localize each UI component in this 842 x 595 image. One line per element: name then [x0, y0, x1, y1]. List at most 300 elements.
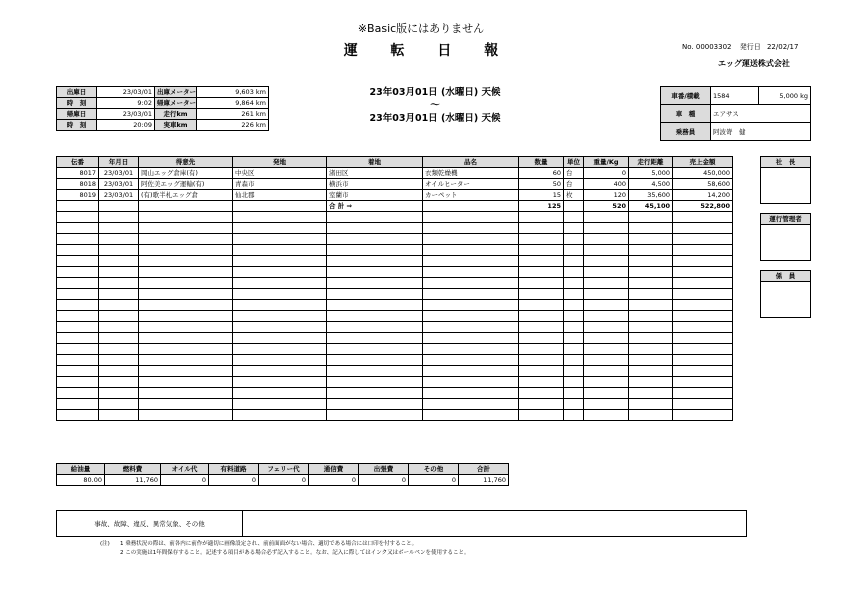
- empty-cell: [139, 278, 233, 289]
- empty-cell: [629, 322, 673, 333]
- empty-cell: [519, 333, 564, 344]
- trip-label: 帰庫メーター: [155, 98, 197, 109]
- table-row: [57, 179, 733, 190]
- trip-value: 20:09: [97, 120, 155, 131]
- empty-cell: [99, 245, 139, 256]
- empty-cell: [57, 212, 99, 223]
- cell-qty: 50: [519, 179, 564, 190]
- incident-field[interactable]: [243, 511, 747, 537]
- empty-cell: [139, 311, 233, 322]
- empty-cell: [139, 289, 233, 300]
- empty-cell: [673, 289, 733, 300]
- empty-cell: [673, 355, 733, 366]
- empty-cell: [233, 344, 327, 355]
- approval-label: 社 長: [761, 157, 811, 168]
- date-range: [330, 86, 540, 125]
- trip-label: 走行km: [155, 109, 197, 120]
- empty-cell: [327, 212, 423, 223]
- trip-value: 261 km: [197, 109, 269, 120]
- cell-amount: 14,200: [673, 190, 733, 201]
- empty-cell: [327, 245, 423, 256]
- empty-cell: [57, 223, 99, 234]
- empty-cell: [327, 267, 423, 278]
- expense-header: 合計: [459, 464, 509, 475]
- empty-cell: [564, 388, 584, 399]
- empty-cell: [99, 388, 139, 399]
- empty-cell: [519, 410, 564, 421]
- empty-cell: [423, 344, 519, 355]
- empty-cell: [629, 223, 673, 234]
- approval-stamp-box: [761, 282, 811, 318]
- empty-cell: [327, 366, 423, 377]
- empty-cell: [327, 344, 423, 355]
- empty-cell: [99, 322, 139, 333]
- trip-row: [57, 98, 269, 109]
- cell-from: 仙北郡: [233, 190, 327, 201]
- empty-cell: [564, 212, 584, 223]
- empty-cell: [673, 322, 733, 333]
- expense-value: 0: [309, 475, 359, 486]
- empty-cell: [139, 410, 233, 421]
- trip-label: 出庫日: [57, 87, 97, 98]
- empty-row: [57, 267, 733, 278]
- empty-cell: [139, 366, 233, 377]
- document-number: [682, 42, 798, 52]
- empty-row: [57, 410, 733, 421]
- empty-cell: [564, 410, 584, 421]
- empty-cell: [564, 267, 584, 278]
- trip-value: 23/03/01: [97, 109, 155, 120]
- empty-cell: [629, 355, 673, 366]
- empty-cell: [629, 289, 673, 300]
- expense-header: 有料道路: [209, 464, 259, 475]
- cell-from: 青森市: [233, 179, 327, 190]
- empty-cell: [673, 410, 733, 421]
- cell-customer: (有)歌半札エッグ倉: [139, 190, 233, 201]
- trip-value: 9,864 km: [197, 98, 269, 109]
- vehicle-label: 乗務員: [661, 123, 711, 141]
- empty-cell: [519, 223, 564, 234]
- empty-cell: [629, 377, 673, 388]
- approval-label: 運行管理者: [761, 214, 811, 225]
- empty-cell: [673, 311, 733, 322]
- empty-cell: [423, 366, 519, 377]
- empty-cell: [57, 278, 99, 289]
- total-qty: 125: [519, 201, 564, 212]
- cell-distance: 5,000: [629, 168, 673, 179]
- empty-cell: [584, 377, 629, 388]
- empty-cell: [57, 201, 99, 212]
- empty-cell: [629, 245, 673, 256]
- table-row: [57, 168, 733, 179]
- empty-cell: [673, 267, 733, 278]
- trip-row: [57, 87, 269, 98]
- cell-to: 横浜市: [327, 179, 423, 190]
- empty-cell: [99, 410, 139, 421]
- expense-header: フェリー代: [259, 464, 309, 475]
- empty-cell: [629, 256, 673, 267]
- empty-cell: [673, 333, 733, 344]
- empty-cell: [57, 245, 99, 256]
- expense-value: 0: [209, 475, 259, 486]
- empty-cell: [423, 278, 519, 289]
- empty-cell: [233, 322, 327, 333]
- cell-customer: 阿佐美エッグ運輸(有): [139, 179, 233, 190]
- empty-cell: [584, 267, 629, 278]
- empty-cell: [673, 212, 733, 223]
- empty-cell: [423, 212, 519, 223]
- expense-header: 燃料費: [105, 464, 161, 475]
- empty-cell: [519, 322, 564, 333]
- trip-label: 出庫メーター: [155, 87, 197, 98]
- cell-item: 衣類乾燥機: [423, 168, 519, 179]
- empty-cell: [139, 267, 233, 278]
- empty-cell: [99, 366, 139, 377]
- vehicle-row: [661, 123, 811, 141]
- cell-item: オイルヒーター: [423, 179, 519, 190]
- empty-row: [57, 322, 733, 333]
- empty-cell: [519, 234, 564, 245]
- empty-cell: [139, 245, 233, 256]
- empty-cell: [564, 245, 584, 256]
- approval-stamps: [760, 156, 811, 318]
- empty-cell: [139, 300, 233, 311]
- empty-cell: [233, 223, 327, 234]
- empty-cell: [564, 355, 584, 366]
- note-line: 2 この実施は1年間保存すること。記述する項目がある場合必ず記入すること。なお、記入に際してはインク又はボールペンを使用すること。: [120, 550, 470, 556]
- cell-weight: 400: [584, 179, 629, 190]
- trip-label: 実車km: [155, 120, 197, 131]
- expense-value: 11,760: [105, 475, 161, 486]
- empty-cell: [564, 201, 584, 212]
- issued-label: 発行日: [739, 43, 761, 51]
- empty-cell: [584, 234, 629, 245]
- empty-cell: [233, 410, 327, 421]
- column-header: 単位: [564, 157, 584, 168]
- expense-value: 0: [409, 475, 459, 486]
- empty-cell: [423, 256, 519, 267]
- empty-cell: [57, 289, 99, 300]
- empty-cell: [519, 245, 564, 256]
- cell-amount: 450,000: [673, 168, 733, 179]
- empty-row: [57, 278, 733, 289]
- empty-cell: [423, 300, 519, 311]
- incident-label: 事故、故障、違反、異常気象、その他: [57, 511, 243, 537]
- expense-header-row: [57, 464, 509, 475]
- empty-cell: [57, 267, 99, 278]
- empty-cell: [327, 289, 423, 300]
- empty-cell: [57, 300, 99, 311]
- empty-cell: [564, 377, 584, 388]
- empty-cell: [629, 410, 673, 421]
- expense-table: [56, 463, 509, 486]
- empty-cell: [57, 333, 99, 344]
- empty-cell: [99, 311, 139, 322]
- cell-qty: 15: [519, 190, 564, 201]
- empty-cell: [673, 344, 733, 355]
- vehicle-value-2: 5,000 kg: [759, 87, 811, 105]
- table-header-row: [57, 157, 733, 168]
- cell-date: 23/03/01: [99, 179, 139, 190]
- doc-no-value: 00003302: [695, 43, 732, 51]
- empty-cell: [564, 234, 584, 245]
- empty-cell: [233, 278, 327, 289]
- empty-cell: [99, 223, 139, 234]
- vehicle-label: 車番/積載: [661, 87, 711, 105]
- cell-distance: 4,500: [629, 179, 673, 190]
- page-title: 運 転 日 報: [343, 43, 513, 59]
- empty-cell: [519, 377, 564, 388]
- empty-cell: [423, 377, 519, 388]
- empty-cell: [139, 234, 233, 245]
- empty-cell: [99, 212, 139, 223]
- empty-cell: [584, 322, 629, 333]
- empty-cell: [423, 311, 519, 322]
- empty-cell: [519, 311, 564, 322]
- vehicle-label: 車 種: [661, 105, 711, 123]
- empty-cell: [423, 355, 519, 366]
- empty-cell: [423, 267, 519, 278]
- total-row: [57, 201, 733, 212]
- empty-cell: [423, 245, 519, 256]
- empty-cell: [519, 388, 564, 399]
- empty-cell: [519, 212, 564, 223]
- empty-cell: [139, 212, 233, 223]
- trip-value: 9,603 km: [197, 87, 269, 98]
- column-header: 伝番: [57, 157, 99, 168]
- cell-distance: 35,600: [629, 190, 673, 201]
- expense-value-row: [57, 475, 509, 486]
- empty-cell: [233, 212, 327, 223]
- empty-cell: [57, 322, 99, 333]
- trip-row: [57, 109, 269, 120]
- empty-cell: [629, 234, 673, 245]
- table-row: [57, 190, 733, 201]
- empty-cell: [519, 344, 564, 355]
- empty-row: [57, 399, 733, 410]
- column-header: 得意先: [139, 157, 233, 168]
- empty-cell: [564, 333, 584, 344]
- empty-cell: [327, 223, 423, 234]
- empty-cell: [673, 300, 733, 311]
- empty-cell: [629, 399, 673, 410]
- empty-cell: [423, 322, 519, 333]
- empty-cell: [423, 201, 519, 212]
- empty-cell: [564, 311, 584, 322]
- empty-cell: [99, 355, 139, 366]
- empty-row: [57, 223, 733, 234]
- notice-text: ※Basic版にはありません: [357, 22, 485, 35]
- empty-cell: [139, 333, 233, 344]
- vehicle-row: [661, 105, 811, 123]
- empty-cell: [584, 410, 629, 421]
- doc-no-label: No.: [682, 43, 694, 51]
- empty-cell: [629, 278, 673, 289]
- empty-cell: [519, 256, 564, 267]
- trip-row: [57, 120, 269, 131]
- empty-cell: [233, 311, 327, 322]
- cell-unit: 枚: [564, 190, 584, 201]
- empty-cell: [57, 388, 99, 399]
- empty-cell: [139, 377, 233, 388]
- empty-cell: [57, 344, 99, 355]
- cell-no: 8019: [57, 190, 99, 201]
- date-to: 23年03月01日 (水曜日) 天候: [369, 113, 501, 124]
- empty-cell: [327, 333, 423, 344]
- cell-no: 8017: [57, 168, 99, 179]
- delivery-table: [56, 156, 733, 421]
- column-header: 着地: [327, 157, 423, 168]
- note-head: (注): [100, 541, 110, 547]
- empty-cell: [99, 201, 139, 212]
- empty-cell: [584, 366, 629, 377]
- empty-cell: [423, 410, 519, 421]
- empty-cell: [99, 289, 139, 300]
- empty-cell: [564, 289, 584, 300]
- expense-value: 0: [359, 475, 409, 486]
- empty-cell: [139, 399, 233, 410]
- empty-cell: [519, 399, 564, 410]
- empty-cell: [519, 366, 564, 377]
- empty-cell: [327, 355, 423, 366]
- vehicle-value: エアサス: [711, 105, 811, 123]
- empty-cell: [233, 267, 327, 278]
- empty-cell: [423, 333, 519, 344]
- empty-row: [57, 234, 733, 245]
- empty-cell: [233, 366, 327, 377]
- empty-cell: [673, 234, 733, 245]
- empty-cell: [327, 300, 423, 311]
- empty-cell: [327, 410, 423, 421]
- column-header: 発地: [233, 157, 327, 168]
- vehicle-value: 1584: [711, 87, 759, 105]
- empty-cell: [519, 300, 564, 311]
- expense-value: 11,760: [459, 475, 509, 486]
- empty-cell: [629, 311, 673, 322]
- empty-cell: [57, 355, 99, 366]
- empty-cell: [584, 278, 629, 289]
- empty-cell: [233, 234, 327, 245]
- empty-cell: [99, 377, 139, 388]
- approval-label: 係 員: [761, 271, 811, 282]
- empty-cell: [584, 245, 629, 256]
- empty-cell: [327, 388, 423, 399]
- empty-cell: [233, 300, 327, 311]
- cell-item: カーペット: [423, 190, 519, 201]
- empty-cell: [584, 256, 629, 267]
- empty-cell: [139, 223, 233, 234]
- empty-cell: [564, 300, 584, 311]
- cell-weight: 120: [584, 190, 629, 201]
- empty-cell: [584, 223, 629, 234]
- empty-cell: [673, 366, 733, 377]
- empty-cell: [629, 388, 673, 399]
- cell-unit: 台: [564, 168, 584, 179]
- empty-cell: [629, 212, 673, 223]
- empty-row: [57, 344, 733, 355]
- expense-header: 出張費: [359, 464, 409, 475]
- empty-cell: [57, 399, 99, 410]
- empty-cell: [519, 278, 564, 289]
- cell-amount: 58,600: [673, 179, 733, 190]
- date-tilde: ～: [430, 100, 440, 111]
- empty-cell: [57, 377, 99, 388]
- date-from: 23年03月01日 (水曜日) 天候: [369, 87, 501, 98]
- empty-cell: [629, 344, 673, 355]
- empty-cell: [584, 311, 629, 322]
- empty-row: [57, 355, 733, 366]
- trip-value: 23/03/01: [97, 87, 155, 98]
- empty-cell: [57, 311, 99, 322]
- empty-cell: [673, 223, 733, 234]
- empty-cell: [99, 333, 139, 344]
- approval-gap: [761, 261, 811, 271]
- empty-cell: [584, 333, 629, 344]
- column-header: 重量/Kg: [584, 157, 629, 168]
- column-header: 走行距離: [629, 157, 673, 168]
- approval-stamp-box: [761, 168, 811, 204]
- empty-row: [57, 377, 733, 388]
- empty-cell: [673, 377, 733, 388]
- cell-from: 中央区: [233, 168, 327, 179]
- empty-cell: [327, 377, 423, 388]
- empty-cell: [519, 267, 564, 278]
- empty-cell: [564, 256, 584, 267]
- expense-header: オイル代: [161, 464, 209, 475]
- cell-to: 渚田区: [327, 168, 423, 179]
- empty-cell: [423, 399, 519, 410]
- empty-row: [57, 212, 733, 223]
- expense-value: 80.00: [57, 475, 105, 486]
- cell-date: 23/03/01: [99, 168, 139, 179]
- empty-cell: [57, 410, 99, 421]
- empty-cell: [233, 377, 327, 388]
- expense-value: 0: [161, 475, 209, 486]
- empty-cell: [629, 366, 673, 377]
- total-label: 合 計 ⇒: [327, 201, 423, 212]
- vehicle-value: 阿波嵜 健: [711, 123, 811, 141]
- cell-qty: 60: [519, 168, 564, 179]
- total-weight: 520: [584, 201, 629, 212]
- column-header: 数量: [519, 157, 564, 168]
- empty-cell: [519, 289, 564, 300]
- empty-cell: [423, 234, 519, 245]
- empty-cell: [57, 256, 99, 267]
- expense-header: その他: [409, 464, 459, 475]
- empty-cell: [327, 256, 423, 267]
- empty-cell: [99, 278, 139, 289]
- empty-cell: [423, 289, 519, 300]
- empty-cell: [233, 355, 327, 366]
- empty-cell: [673, 245, 733, 256]
- empty-row: [57, 256, 733, 267]
- trip-value: 9:02: [97, 98, 155, 109]
- empty-cell: [564, 278, 584, 289]
- cell-weight: 0: [584, 168, 629, 179]
- empty-cell: [327, 322, 423, 333]
- empty-row: [57, 366, 733, 377]
- empty-cell: [233, 289, 327, 300]
- trip-label: 時 刻: [57, 120, 97, 131]
- empty-cell: [139, 201, 233, 212]
- empty-cell: [673, 399, 733, 410]
- empty-cell: [564, 366, 584, 377]
- company-name: エッグ運送株式会社: [718, 59, 790, 68]
- column-header: 年月日: [99, 157, 139, 168]
- trip-info-table: [56, 86, 269, 131]
- empty-cell: [233, 388, 327, 399]
- empty-cell: [233, 201, 327, 212]
